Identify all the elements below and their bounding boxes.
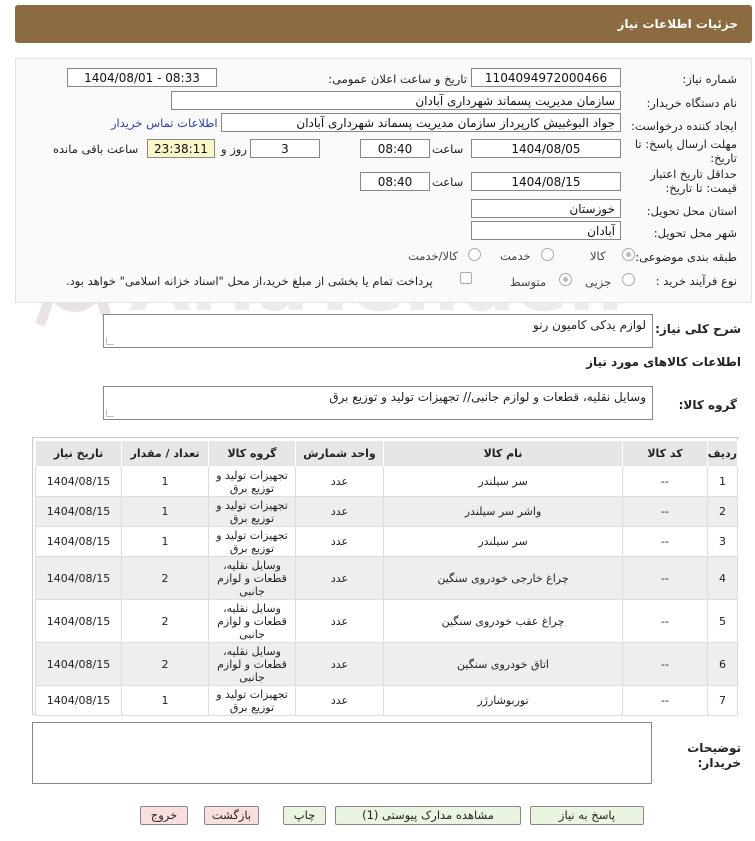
cell-date: 1404/08/15	[36, 467, 122, 497]
process-medium-label: متوسط	[510, 275, 547, 289]
cell-row-number: 7	[708, 686, 738, 716]
resize-grip-icon[interactable]	[106, 409, 114, 417]
cell-name: چراغ عقب خودروی سنگین	[384, 600, 623, 643]
cell-unit: عدد	[296, 527, 384, 557]
reply-button[interactable]: پاسخ به نیاز	[530, 806, 644, 825]
need-desc-label: شرح کلی نیاز:	[655, 322, 741, 336]
print-button[interactable]: چاپ	[283, 806, 326, 825]
city-field: آبادان	[471, 221, 621, 240]
process-radio-medium[interactable]	[559, 273, 572, 286]
table-header-row	[36, 441, 738, 467]
buyer-contact-link[interactable]: اطلاعات تماس خریدار	[111, 116, 218, 130]
cell-group: وسایل نقلیه، قطعات و لوازم جانبی	[209, 643, 296, 686]
goods-table-container	[32, 437, 738, 715]
col-header-date[interactable]: تاریخ نیاز	[36, 441, 122, 467]
validity-time-field: 08:40	[360, 172, 430, 191]
category-goods-label: کالا	[590, 249, 606, 263]
days-remaining-field: 3	[250, 139, 320, 158]
goods-info-title: اطلاعات کالاهای مورد نیاز	[586, 355, 741, 369]
col-header-quantity[interactable]: تعداد / مقدار	[122, 441, 209, 467]
cell-quantity: 1	[122, 497, 209, 527]
col-header-group[interactable]: گروه کالا	[209, 441, 296, 467]
buyer-notes-textarea	[32, 722, 652, 784]
cell-quantity: 1	[122, 527, 209, 557]
table-row[interactable]	[36, 686, 738, 716]
cell-date: 1404/08/15	[36, 527, 122, 557]
remaining-time-field: 23:38:11	[147, 139, 215, 158]
need-number-field: 1104094972000466	[471, 68, 621, 87]
cell-group: تجهیزات تولید و توزیع برق	[209, 686, 296, 716]
cell-row-number: 5	[708, 600, 738, 643]
validity-time-label: ساعت	[432, 175, 464, 189]
cell-code: --	[623, 527, 708, 557]
cell-group: تجهیزات تولید و توزیع برق	[209, 527, 296, 557]
cell-group: تجهیزات تولید و توزیع برق	[209, 497, 296, 527]
goods-group-textarea	[103, 386, 653, 420]
remaining-time-label: ساعت باقی مانده	[53, 142, 139, 156]
table-row[interactable]	[36, 497, 738, 527]
cell-unit: عدد	[296, 686, 384, 716]
category-service-label: خدمت	[500, 249, 531, 263]
city-label: شهر محل تحویل:	[653, 226, 737, 240]
goods-group-value: وسایل نقلیه، قطعات و لوازم جانبی// تجهیزات تولید و توزیع برق	[329, 390, 646, 404]
cell-row-number: 3	[708, 527, 738, 557]
category-radio-goods[interactable]	[622, 248, 635, 261]
page-header	[15, 5, 752, 43]
cell-row-number: 4	[708, 557, 738, 600]
announce-datetime-field: 1404/08/01 - 08:33	[67, 68, 217, 87]
exit-button[interactable]: خروج	[140, 806, 188, 825]
cell-unit: عدد	[296, 557, 384, 600]
province-label: استان محل تحویل:	[646, 204, 737, 218]
cell-name: توربوشارژر	[384, 686, 623, 716]
cell-name: اتاق خودروی سنگین	[384, 643, 623, 686]
col-header-row-number[interactable]: ردیف	[708, 441, 738, 467]
deadline-time-label: ساعت	[432, 142, 464, 156]
announce-label: تاریخ و ساعت اعلان عمومی:	[328, 72, 467, 86]
need-desc-value: لوازم یدکی کامیون رنو	[533, 318, 646, 332]
cell-unit: عدد	[296, 467, 384, 497]
cell-code: --	[623, 600, 708, 643]
province-field: خوزستان	[471, 199, 621, 218]
attachments-button[interactable]: مشاهده مدارک پیوستی (1)	[335, 806, 521, 825]
deadline-label-date: تاریخ:	[710, 151, 737, 165]
cell-row-number: 1	[708, 467, 738, 497]
cell-group: تجهیزات تولید و توزیع برق	[209, 467, 296, 497]
cell-quantity: 2	[122, 557, 209, 600]
buyer-notes-label-2: خریدار:	[697, 756, 741, 770]
cell-code: --	[623, 497, 708, 527]
cell-group: وسایل نقلیه، قطعات و لوازم جانبی	[209, 600, 296, 643]
process-label: نوع فرآیند خرید :	[655, 274, 737, 288]
cell-code: --	[623, 557, 708, 600]
resize-grip-icon[interactable]	[106, 337, 114, 345]
category-goods-service-label: کالا/خدمت	[408, 249, 459, 263]
process-minor-label: جزیی	[585, 275, 612, 289]
creator-field: جواد البوغبیش کارپرداز سازمان مدیریت پسماند شهرداری آبادان	[221, 113, 621, 132]
cell-quantity: 1	[122, 686, 209, 716]
goods-group-label: گروه کالا:	[678, 398, 737, 412]
buyer-notes-label: توضیحات	[687, 741, 741, 755]
cell-name: واشر سر سیلندر	[384, 497, 623, 527]
creator-label: ایجاد کننده درخواست:	[631, 119, 737, 133]
cell-quantity: 2	[122, 600, 209, 643]
table-row[interactable]	[36, 643, 738, 686]
cell-date: 1404/08/15	[36, 497, 122, 527]
category-radio-service[interactable]	[541, 248, 554, 261]
validity-date-field: 1404/08/15	[471, 172, 621, 191]
category-radio-goods-service[interactable]	[468, 248, 481, 261]
cell-date: 1404/08/15	[36, 557, 122, 600]
cell-date: 1404/08/15	[36, 600, 122, 643]
col-header-name[interactable]: نام کالا	[384, 441, 623, 467]
deadline-label: مهلت ارسال پاسخ: تا	[634, 137, 737, 151]
goods-table	[35, 440, 738, 716]
validity-label-date: قیمت: تا تاریخ:	[665, 181, 737, 195]
process-radio-minor[interactable]	[622, 273, 635, 286]
page-title: جزئیات اطلاعات نیاز	[617, 17, 738, 31]
cell-unit: عدد	[296, 600, 384, 643]
cell-date: 1404/08/15	[36, 643, 122, 686]
cell-group: وسایل نقلیه، قطعات و لوازم جانبی	[209, 557, 296, 600]
validity-label: حداقل تاریخ اعتبار	[650, 167, 737, 181]
buyer-field: سازمان مدیریت پسماند شهرداری آبادان	[171, 91, 621, 110]
treasury-payment-note: پرداخت تمام یا بخشی از مبلغ خرید،از محل "اسناد خزانه اسلامی" خواهد بود.	[66, 274, 433, 288]
cell-code: --	[623, 467, 708, 497]
col-header-code[interactable]: کد کالا	[623, 441, 708, 467]
buyer-label: نام دستگاه خریدار:	[646, 96, 737, 110]
cell-name: سر سیلندر	[384, 467, 623, 497]
table-row[interactable]	[36, 467, 738, 497]
cell-row-number: 2	[708, 497, 738, 527]
days-label: روز و	[221, 142, 247, 156]
cell-date: 1404/08/15	[36, 686, 122, 716]
cell-quantity: 1	[122, 467, 209, 497]
cell-unit: عدد	[296, 643, 384, 686]
cell-code: --	[623, 643, 708, 686]
cell-unit: عدد	[296, 497, 384, 527]
deadline-time-field: 08:40	[360, 139, 430, 158]
cell-code: --	[623, 686, 708, 716]
cell-name: سر سیلندر	[384, 527, 623, 557]
cell-name: چراغ خارجی خودروی سنگین	[384, 557, 623, 600]
category-label: طبقه بندی موضوعی:	[635, 250, 737, 264]
need-desc-textarea	[103, 314, 653, 348]
cell-row-number: 6	[708, 643, 738, 686]
need-number-label: شماره نیاز:	[682, 72, 737, 86]
col-header-unit[interactable]: واحد شمارش	[296, 441, 384, 467]
table-row[interactable]	[36, 557, 738, 600]
table-row[interactable]	[36, 527, 738, 557]
cell-quantity: 2	[122, 643, 209, 686]
back-button[interactable]: بازگشت	[204, 806, 259, 825]
table-row[interactable]	[36, 600, 738, 643]
treasury-payment-checkbox[interactable]	[460, 272, 472, 284]
deadline-date-field: 1404/08/05	[471, 139, 621, 158]
